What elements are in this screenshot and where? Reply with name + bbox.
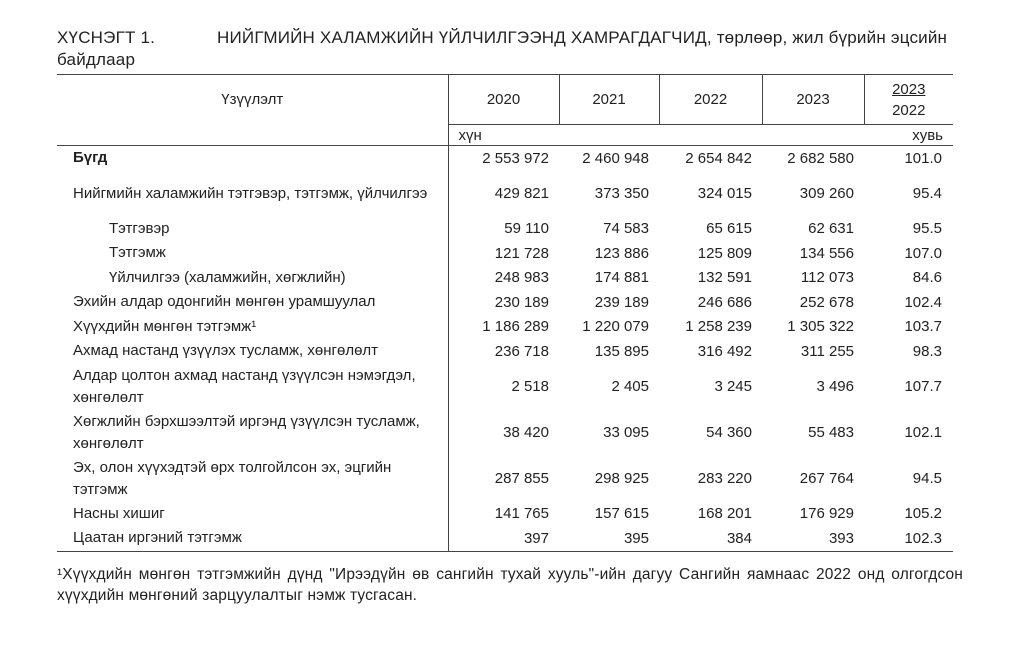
row-label: Үйлчилгээ (халамжийн, хөгжлийн)	[57, 266, 448, 291]
ratio-cell: 95.4	[912, 185, 942, 202]
value-cell: 287 855	[494, 470, 549, 487]
value-cell: 55 483	[808, 424, 854, 441]
value-cell: 123 886	[594, 244, 649, 262]
table-title-suffix: , төрлөөр, жил бүрийн эцсийн байдлаар	[57, 28, 948, 69]
ratio-cell: 107.0	[904, 244, 942, 262]
table-row	[57, 217, 953, 242]
table-row	[57, 266, 953, 291]
value-cell: 65 615	[706, 220, 752, 238]
row-label: Ахмад настанд үзүүлэх тусламж, хөнгөлөлт	[57, 339, 448, 364]
table-row	[57, 171, 953, 217]
value-cell: 324 015	[697, 185, 752, 202]
table-row	[57, 290, 953, 315]
row-label: Нийгмийн халамжийн тэтгэвэр, тэтгэмж, үйлчилгээ	[57, 171, 448, 217]
value-cell: 236 718	[494, 342, 549, 360]
row-label: Хөгжлийн бэрхшээлтэй иргэнд үзүүлсэн тусламж, хөнгөлөлт	[57, 410, 448, 456]
value-cell: 395	[559, 526, 659, 551]
ratio-numerator: 2023	[892, 80, 926, 98]
table-row	[57, 146, 953, 171]
value-cell: 59 110	[504, 220, 549, 238]
value-cell: 38 420	[503, 424, 549, 441]
value-cell: 168 201	[697, 505, 752, 523]
value-cell: 3 245	[714, 378, 752, 395]
row-label: Хүүхдийн мөнгөн тэтгэмж¹	[57, 315, 448, 340]
table-row	[57, 241, 953, 266]
ratio-cell: 101.0	[904, 149, 942, 167]
value-cell: 176 929	[799, 505, 854, 523]
row-label: Эх, олон хүүхэдтэй өрх толгойлсон эх, эцгийн тэтгэмж	[57, 456, 448, 502]
table-row	[57, 456, 953, 502]
value-cell: 2 654 842	[685, 149, 752, 167]
value-cell: 74 583	[603, 220, 649, 238]
value-cell: 397	[448, 526, 559, 551]
value-cell: 239 189	[594, 293, 649, 311]
value-cell: 1 305 322	[787, 318, 854, 336]
ratio-cell: 102.3	[864, 526, 953, 551]
table-row	[57, 315, 953, 340]
table-row	[57, 339, 953, 364]
year-header: 2022	[659, 75, 762, 125]
row-label: Тэтгэмж	[57, 241, 448, 266]
value-cell: 125 809	[697, 244, 752, 262]
value-cell: 2 518	[511, 378, 549, 395]
table-row	[57, 364, 953, 410]
value-cell: 141 765	[494, 505, 549, 523]
unit-spacer	[57, 125, 448, 146]
year-header: 2023	[762, 75, 864, 125]
value-cell: 252 678	[799, 293, 854, 311]
year-header: 2021	[559, 75, 659, 125]
row-label: Насны хишиг	[57, 502, 448, 527]
value-cell: 1 258 239	[685, 318, 752, 336]
year-header: 2020	[448, 75, 559, 125]
value-cell: 1 220 079	[582, 318, 649, 336]
row-label: Эхийн алдар одонгийн мөнгөн урамшуулал	[57, 290, 448, 315]
value-cell: 2 553 972	[482, 149, 549, 167]
row-label: Алдар цолтон ахмад настанд үзүүлсэн нэмэгдэл, хөнгөлөлт	[57, 364, 448, 410]
ratio-cell: 84.6	[912, 269, 942, 287]
ratio-cell: 98.3	[912, 342, 942, 360]
ratio-cell: 107.7	[904, 378, 942, 395]
footnote: ¹Хүүхдийн мөнгөн тэтгэмжийн дүнд "Ирээдүйн өв сангийн тухай хууль"-ийн дагуу Сангийн яамнаас 2022 онд олгогдсон хүүхдийн мөнгөний зарцуулалтыг нэмж тусгасан.	[57, 566, 963, 604]
value-cell: 2 460 948	[582, 149, 649, 167]
value-cell: 298 925	[594, 470, 649, 487]
value-cell: 134 556	[799, 244, 854, 262]
ratio-cell: 94.5	[912, 470, 942, 487]
value-cell: 2 405	[611, 378, 649, 395]
value-cell: 33 095	[603, 424, 649, 441]
table-row	[57, 410, 953, 456]
unit-percent: хувь	[864, 125, 953, 146]
table-number: ХҮСНЭГТ 1.	[57, 28, 156, 47]
value-cell: 3 496	[816, 378, 854, 395]
value-cell: 174 881	[594, 269, 649, 287]
table-title	[57, 27, 963, 71]
row-label: Цаатан иргэний тэтгэмж	[57, 526, 448, 551]
value-cell: 54 360	[706, 424, 752, 441]
value-cell: 267 764	[799, 470, 854, 487]
ratio-cell: 105.2	[904, 505, 942, 523]
value-cell: 157 615	[594, 505, 649, 523]
value-cell: 1 186 289	[482, 318, 549, 336]
value-cell: 429 821	[494, 185, 549, 202]
value-cell: 135 895	[594, 342, 649, 360]
value-cell: 132 591	[697, 269, 752, 287]
ratio-cell: 102.1	[904, 424, 942, 441]
ratio-header	[864, 75, 953, 125]
indicator-header: Үзүүлэлт	[57, 75, 448, 125]
row-label: Бүгд	[57, 146, 448, 171]
ratio-cell: 103.7	[904, 318, 942, 336]
value-cell: 246 686	[697, 293, 752, 311]
ratio-denominator: 2022	[892, 101, 926, 119]
value-cell: 283 220	[697, 470, 752, 487]
data-table	[57, 74, 953, 552]
table-row	[57, 526, 953, 551]
row-label: Тэтгэвэр	[57, 217, 448, 242]
value-cell: 316 492	[697, 342, 752, 360]
value-cell: 62 631	[808, 220, 854, 238]
unit-people: хүн	[448, 125, 864, 146]
value-cell: 309 260	[799, 185, 854, 202]
ratio-cell: 95.5	[912, 220, 942, 238]
value-cell: 248 983	[494, 269, 549, 287]
value-cell: 121 728	[494, 244, 549, 262]
ratio-cell: 102.4	[904, 293, 942, 311]
value-cell: 384	[659, 526, 762, 551]
value-cell: 230 189	[494, 293, 549, 311]
table-title-text: НИЙГМИЙН ХАЛАМЖИЙН ҮЙЛЧИЛГЭЭНД ХАМРАГДАГЧИД	[217, 28, 707, 47]
value-cell: 2 682 580	[787, 149, 854, 167]
value-cell: 112 073	[800, 269, 854, 287]
value-cell: 311 255	[800, 342, 854, 360]
table-row	[57, 502, 953, 527]
value-cell: 393	[762, 526, 864, 551]
value-cell: 373 350	[594, 185, 649, 202]
